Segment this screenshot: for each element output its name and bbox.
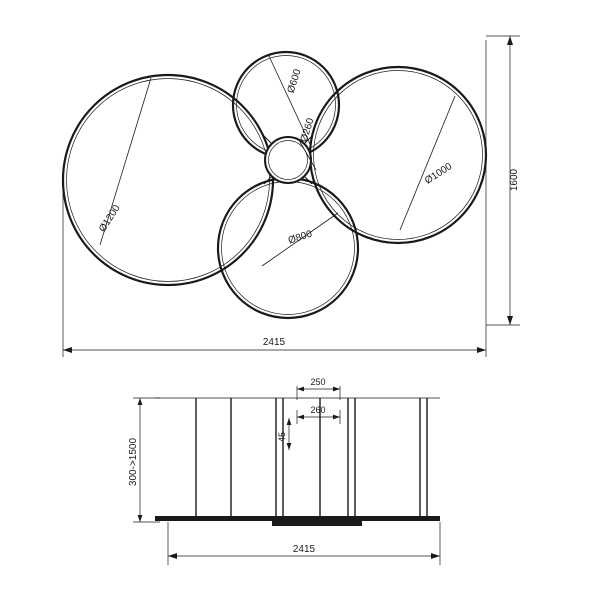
label-dia-600: Ø600 — [285, 67, 304, 95]
label-dia-260: Ø260 — [298, 116, 317, 144]
dim-45-group — [287, 418, 292, 450]
top-view-group — [63, 52, 486, 318]
ring-1000 — [310, 67, 486, 243]
dim-side-45: 45 — [277, 431, 287, 443]
ring-profiles — [155, 516, 440, 526]
ring-1200 — [63, 75, 273, 285]
label-dia-1000: Ø1000 — [423, 161, 455, 187]
dim-side-suspension: 300->1500 — [128, 437, 139, 487]
side-view-group — [128, 377, 440, 565]
dim-top-height: 1600 — [509, 168, 520, 192]
label-dia-1200: Ø1200 — [97, 203, 123, 235]
dim-side-260: 260 — [310, 405, 326, 415]
dim-side-250: 250 — [310, 377, 326, 387]
dim-side-width: 2415 — [292, 544, 316, 555]
label-dia-800: Ø800 — [286, 228, 314, 247]
dim-top-width: 2415 — [262, 337, 286, 348]
